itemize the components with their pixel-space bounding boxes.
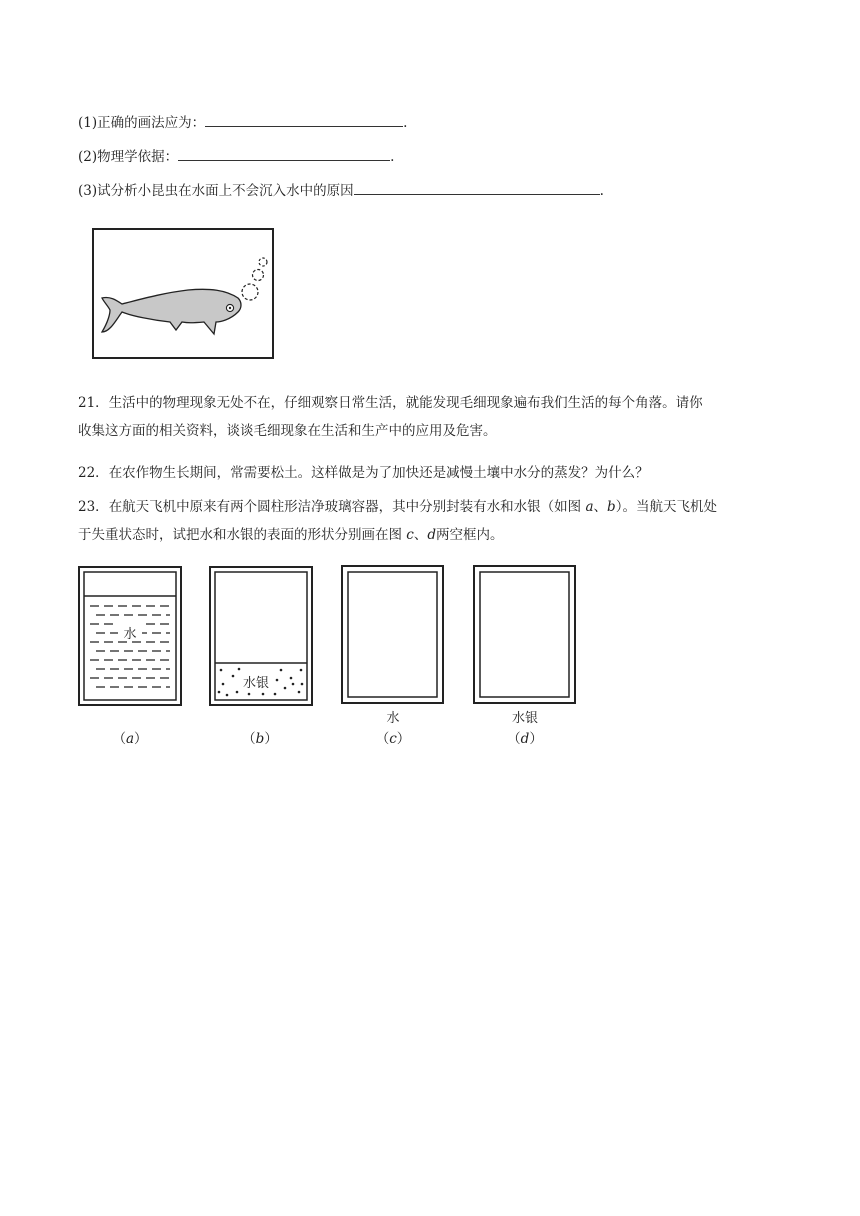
question-21-line-1: 生活中的物理现象无处不在，仔细观察日常生活，就能发现毛细现象遍布我们生活的每个角落。请你 (108, 395, 703, 411)
question-23-number: 23． (78, 499, 109, 515)
q20-item-3-text: (3)试分析小昆虫在水面上不会沉入水中的原因 (78, 183, 354, 199)
question-23-text: 两空框内。 (436, 527, 504, 543)
question-23-text: 于失重状态时，试把水和水银的表面的形状分别画在图 (78, 527, 402, 543)
q20-item-2-end: . (390, 149, 395, 165)
question-21 (78, 389, 778, 445)
q20-item-3 (78, 182, 604, 200)
figure-ref-a: a (585, 499, 594, 515)
q20-item-2-text: (2)物理学依据： (78, 149, 179, 165)
q20-item-2 (78, 148, 394, 166)
question-22-text: 在农作物生长期间，常需要松土。这样做是为了加快还是减慢土壤中水分的蒸发？为什么？ (108, 465, 649, 481)
container-c-empty[interactable] (341, 565, 444, 704)
answer-blank-1[interactable] (205, 114, 403, 127)
container-a-label: 水 (123, 627, 137, 642)
answer-blank-2[interactable] (178, 148, 390, 161)
q20-item-3-end: . (599, 183, 604, 199)
container-c-label: 水 (386, 711, 400, 726)
question-22 (78, 459, 778, 487)
question-21-number: 21． (78, 395, 109, 411)
q20-item-1 (78, 114, 407, 132)
separator: 、 (593, 499, 608, 515)
caption-a: （a） (112, 731, 148, 747)
fish-figure (92, 228, 274, 359)
container-d-label: 水银 (511, 711, 538, 726)
figure-ref-d: d (427, 527, 437, 543)
q20-item-1-text: (1)正确的画法应为： (78, 115, 206, 131)
question-21-line-2: 收集这方面的相关资料，谈谈毛细现象在生活和生产中的应用及危害。 (78, 423, 497, 439)
question-23-text: ）。当航天飞机处 (615, 499, 717, 515)
container-b-label: 水银 (242, 676, 269, 691)
question-23 (78, 493, 778, 549)
figure-ref-b: b (607, 499, 616, 515)
separator: 、 (413, 527, 428, 543)
caption-d: （d） (507, 731, 543, 747)
figure-ref-c: c (406, 527, 414, 543)
caption-c: （c） (375, 731, 411, 747)
q20-item-1-end: . (403, 115, 408, 131)
question-23-text: 在航天飞机中原来有两个圆柱形洁净玻璃容器，其中分别封装有水和水银（如图 (108, 499, 582, 515)
caption-b: （b） (242, 731, 278, 747)
container-d-empty[interactable] (473, 565, 576, 704)
question-22-number: 22． (78, 465, 109, 481)
answer-blank-3[interactable] (354, 182, 600, 195)
